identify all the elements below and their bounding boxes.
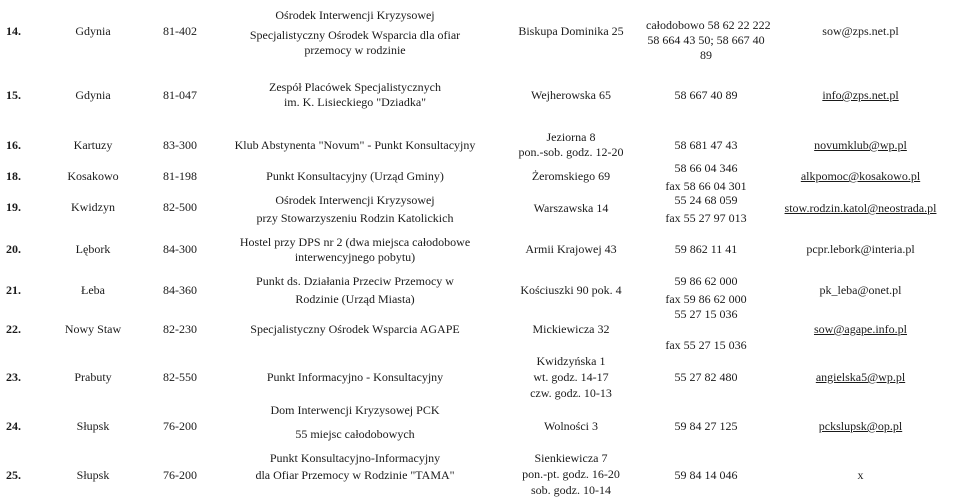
- phone-line: 58 681 47 43: [674, 138, 738, 152]
- phone-line: fax 55 27 15 036: [665, 338, 747, 352]
- postal-code: 81-198: [163, 169, 197, 183]
- phone-line: 59 86 62 000: [674, 274, 738, 288]
- row-number: 23.: [6, 370, 21, 384]
- name-line: interwencyjnego pobytu): [294, 250, 416, 264]
- address-line: Sienkiewicza 7: [534, 451, 608, 465]
- address-line: czw. godz. 10-13: [530, 386, 612, 400]
- phone: [646, 138, 766, 153]
- institution-name: [212, 193, 498, 226]
- phone: [646, 468, 766, 483]
- institution-name: [212, 322, 498, 337]
- name-line: Ośrodek Interwencji Kryzysowej: [275, 193, 435, 207]
- address-line: wt. godz. 14-17: [533, 370, 609, 384]
- institution-name: [212, 451, 498, 483]
- email-link[interactable]: info@zps.net.pl: [822, 88, 899, 102]
- phone-line: fax 55 27 97 013: [665, 211, 747, 225]
- address-line: Wolności 3: [543, 419, 599, 433]
- table-row: [0, 235, 959, 267]
- table-row: [0, 161, 959, 193]
- address-line: Wejherowska 65: [530, 88, 611, 102]
- row-number: 14.: [6, 24, 21, 38]
- email: [768, 169, 953, 184]
- table-row: [0, 274, 959, 308]
- row-number: 19.: [6, 200, 21, 214]
- name-line: dla Ofiar Przemocy w Rodzinie "TAMA": [255, 468, 455, 482]
- address: [498, 201, 644, 216]
- row-number: 18.: [6, 169, 21, 183]
- name-line: Specjalistyczny Ośrodek Wsparcia AGAPE: [250, 322, 460, 336]
- city: Lębork: [75, 242, 111, 256]
- address: [498, 88, 644, 103]
- address-line: sob. godz. 10-14: [531, 483, 611, 497]
- phone: [646, 161, 766, 194]
- table-row: [0, 130, 959, 162]
- row-number: 25.: [6, 468, 21, 482]
- address-line: Biskupa Dominika 25: [518, 24, 624, 38]
- postal-code: 82-230: [163, 322, 197, 336]
- email-link[interactable]: pckslupsk@op.pl: [818, 419, 903, 433]
- address: [498, 322, 644, 337]
- name-line: Dom Interwencji Kryzysowej PCK: [270, 403, 440, 417]
- institution-name: [212, 403, 498, 442]
- name-line: Klub Abstynenta "Novum" - Punkt Konsultacyjny: [234, 138, 476, 152]
- table-row: [0, 307, 959, 353]
- name-line: przemocy w rodzinie: [304, 43, 406, 57]
- phone: [646, 274, 766, 307]
- address-line: Armii Krajowej 43: [525, 242, 617, 256]
- email-link[interactable]: alkpomoc@kosakowo.pl: [800, 169, 921, 183]
- email: [768, 419, 953, 434]
- city: Kosakowo: [67, 169, 119, 183]
- city: Gdynia: [75, 24, 111, 38]
- postal-code: 76-200: [163, 419, 197, 433]
- row-number: 20.: [6, 242, 21, 256]
- phone-line: 59 862 11 41: [674, 242, 738, 256]
- address-line: Żeromskiego 69: [531, 169, 611, 183]
- email-link[interactable]: angielska5@wp.pl: [815, 370, 906, 384]
- phone-line: 58 667 40 89: [674, 88, 738, 102]
- email: [768, 88, 953, 103]
- name-line: Punkt ds. Działania Przeciw Przemocy w: [256, 274, 454, 288]
- city: Kartuzy: [73, 138, 113, 152]
- email-link[interactable]: novumklub@wp.pl: [814, 138, 907, 152]
- institution-name: [212, 370, 498, 385]
- name-line: Punkt Konsultacyjno-Informacyjny: [269, 451, 441, 465]
- phone-line: fax 58 66 04 301: [665, 179, 747, 193]
- table-row: [0, 354, 959, 402]
- name-line: przy Stowarzyszeniu Rodzin Katolickich: [256, 211, 454, 225]
- email: [768, 468, 953, 483]
- phone-line: fax 59 86 62 000: [665, 292, 747, 306]
- table-row: [0, 8, 959, 63]
- phone-line: 58 664 43 50; 58 667 40: [647, 33, 765, 47]
- phone-line: całodobowo 58 62 22 222: [646, 18, 771, 32]
- email-link[interactable]: sow@agape.info.pl: [813, 322, 908, 336]
- phone-line: 89: [700, 48, 712, 62]
- email-link[interactable]: sow@zps.net.pl: [822, 24, 899, 38]
- address: [498, 419, 644, 434]
- postal-code: 76-200: [163, 468, 197, 482]
- name-line: Hostel przy DPS nr 2 (dwa miejsca całodobowe: [239, 235, 471, 249]
- email-link[interactable]: stow.rodzin.katol@neostrada.pl: [784, 201, 937, 215]
- address-line: Kwidzyńska 1: [536, 354, 606, 368]
- email: [768, 283, 953, 298]
- address: [498, 354, 644, 401]
- row-number: 21.: [6, 283, 21, 297]
- table-row: [0, 193, 959, 225]
- postal-code: 84-300: [163, 242, 197, 256]
- postal-code: 83-300: [163, 138, 197, 152]
- postal-code: 82-550: [163, 370, 197, 384]
- address: [498, 283, 644, 298]
- name-line: Rodzinie (Urząd Miasta): [295, 292, 415, 306]
- city: Słupsk: [76, 419, 110, 433]
- postal-code: 81-402: [163, 24, 197, 38]
- postal-code: 82-500: [163, 200, 197, 214]
- email: [768, 370, 953, 385]
- email: [768, 201, 953, 216]
- city: Nowy Staw: [64, 322, 122, 336]
- phone: [646, 307, 766, 353]
- table-row: [0, 80, 959, 112]
- email: [768, 322, 953, 337]
- table-row: [0, 403, 959, 443]
- postal-code: 81-047: [163, 88, 197, 102]
- phone-line: 58 66 04 346: [674, 161, 738, 175]
- email-link[interactable]: pcpr.lebork@interia.pl: [806, 242, 915, 256]
- institution-name: [212, 8, 498, 58]
- address: [498, 24, 644, 39]
- email: [768, 242, 953, 257]
- phone: [646, 18, 771, 63]
- phone-line: 59 84 27 125: [674, 419, 738, 433]
- institution-name: [212, 235, 498, 265]
- city: Słupsk: [76, 468, 110, 482]
- name-line: 55 miejsc całodobowych: [295, 427, 415, 441]
- name-line: Zespół Placówek Specjalistycznych: [269, 80, 441, 94]
- row-number: 22.: [6, 322, 21, 336]
- phone: [646, 88, 766, 103]
- phone: [646, 370, 766, 385]
- address-line: Kościuszki 90 pok. 4: [520, 283, 622, 297]
- city: Kwidzyn: [71, 200, 115, 214]
- name-line: Punkt Konsultacyjny (Urząd Gminy): [266, 169, 444, 183]
- phone-line: 59 84 14 046: [674, 468, 738, 482]
- phone: [646, 419, 766, 434]
- email: [768, 138, 953, 153]
- address-line: pon.-pt. godz. 16-20: [522, 467, 620, 481]
- address: [498, 242, 644, 257]
- city: Prabuty: [74, 370, 112, 384]
- address: [498, 169, 644, 184]
- name-line: Ośrodek Interwencji Kryzysowej: [275, 8, 435, 22]
- address-line: Jeziorna 8: [546, 130, 596, 144]
- address: [498, 130, 644, 160]
- phone: [646, 193, 766, 226]
- institution-name: [212, 169, 498, 184]
- address-line: Mickiewicza 32: [532, 322, 610, 336]
- address-line: Warszawska 14: [533, 201, 609, 215]
- table-row: [0, 451, 959, 499]
- phone-line: 55 27 15 036: [674, 307, 738, 321]
- row-number: 15.: [6, 88, 21, 102]
- institution-name: [212, 274, 498, 307]
- name-line: im. K. Lisieckiego "Dziadka": [283, 95, 427, 109]
- email-link[interactable]: pk_leba@onet.pl: [819, 283, 902, 297]
- institution-name: [212, 138, 498, 153]
- city: Łeba: [81, 283, 105, 297]
- name-line: Punkt Informacyjno - Konsultacyjny: [266, 370, 444, 384]
- row-number: 16.: [6, 138, 21, 152]
- postal-code: 84-360: [163, 283, 197, 297]
- phone-line: 55 27 82 480: [674, 370, 738, 384]
- institution-name: [212, 80, 498, 110]
- address: [498, 451, 644, 498]
- row-number: 24.: [6, 419, 21, 433]
- email: [768, 24, 953, 39]
- phone: [646, 242, 766, 257]
- address-line: pon.-sob. godz. 12-20: [518, 145, 624, 159]
- name-line: Specjalistyczny Ośrodek Wsparcia dla ofiar: [249, 28, 461, 42]
- email-link[interactable]: x: [857, 468, 864, 482]
- city: Gdynia: [75, 88, 111, 102]
- phone-line: 55 24 68 059: [674, 193, 738, 207]
